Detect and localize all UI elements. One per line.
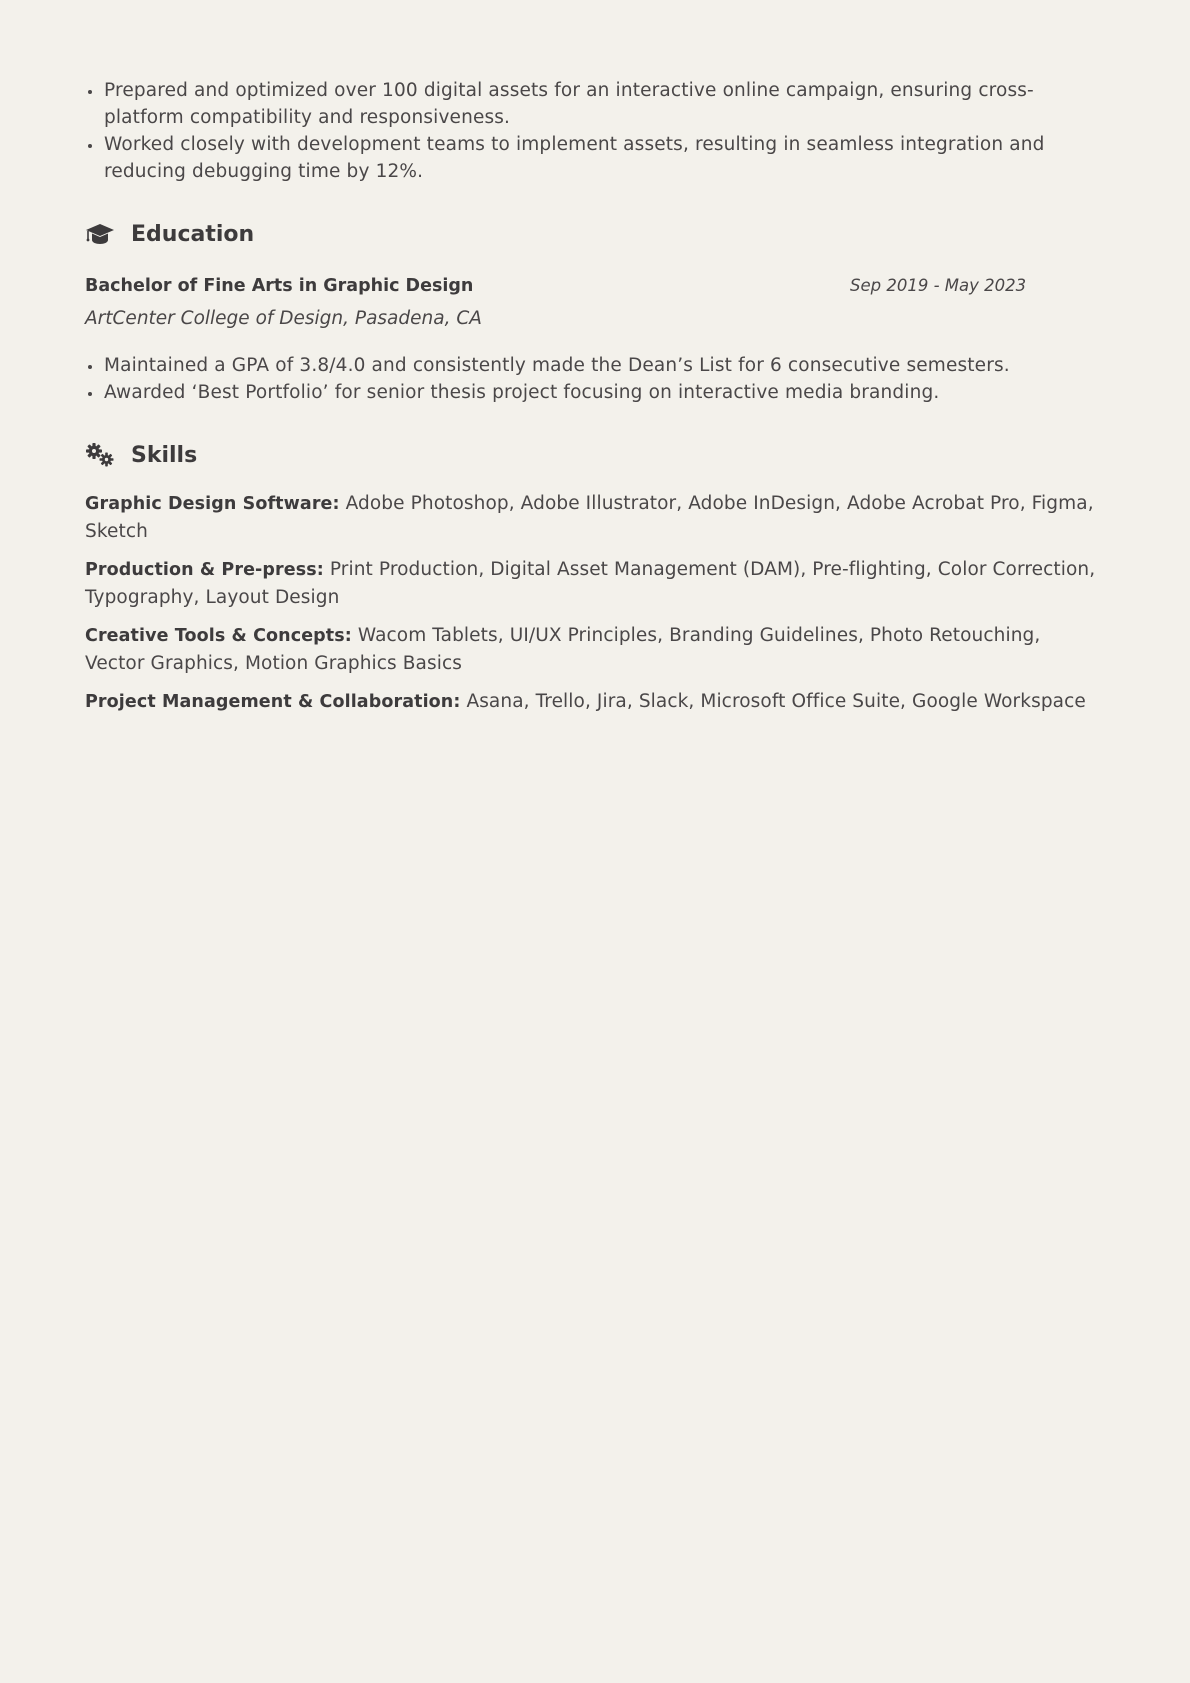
education-dates: Sep 2019 - May 2023: [850, 276, 1027, 295]
skill-category-label: Creative Tools & Concepts:: [85, 626, 352, 646]
graduation-cap-icon: [85, 219, 115, 249]
skills-section-header: [85, 440, 1105, 470]
education-bullet: Maintained a GPA of 3.8/4.0 and consistently made the Dean’s List for 6 consecutive semesters.: [85, 352, 1105, 379]
education-bullet-list: [85, 352, 1105, 406]
skill-category-value: Print Production, Digital Asset Management (DAM), Pre-flighting, Color Correction, Typography, Layout Design: [85, 559, 1096, 608]
skill-category-value: Wacom Tablets, UI/UX Principles, Branding Guidelines, Photo Retouching, Vector Graphics, Motion Graphics Basics: [85, 625, 1041, 674]
skill-category-value: Asana, Trello, Jira, Slack, Microsoft Office Suite, Google Workspace: [466, 691, 1086, 712]
school-name: ArtCenter College of Design, Pasadena, CA: [85, 308, 482, 329]
skill-category: [85, 490, 1105, 545]
skill-category-value: Adobe Photoshop, Adobe Illustrator, Adobe InDesign, Adobe Acrobat Pro, Figma, Sketch: [85, 493, 1094, 542]
education-bullet: Awarded ‘Best Portfolio’ for senior thesis project focusing on interactive media branding.: [85, 379, 1105, 406]
degree-title: Bachelor of Fine Arts in Graphic Design: [85, 276, 474, 296]
skills-title: Skills: [131, 442, 198, 468]
education-entry-header: [85, 273, 1105, 299]
gears-icon: [85, 440, 115, 470]
experience-bullet-list: [85, 77, 1105, 185]
skill-category: [85, 622, 1105, 677]
skill-category-label: Graphic Design Software:: [85, 494, 340, 514]
skill-category: [85, 688, 1105, 716]
skill-category-label: Project Management & Collaboration:: [85, 692, 461, 712]
resume-page: [85, 77, 1105, 727]
skill-category: [85, 556, 1105, 611]
experience-bullet: Worked closely with development teams to implement assets, resulting in seamless integration and reducing debugging time by 12%.: [85, 131, 1105, 185]
education-title: Education: [131, 221, 255, 247]
skills-list: [85, 490, 1105, 716]
education-section-header: [85, 219, 1105, 249]
experience-bullet: Prepared and optimized over 100 digital assets for an interactive online campaign, ensuring cross-platform compatibility and responsiveness.: [85, 77, 1105, 131]
skill-category-label: Production & Pre-press:: [85, 560, 324, 580]
